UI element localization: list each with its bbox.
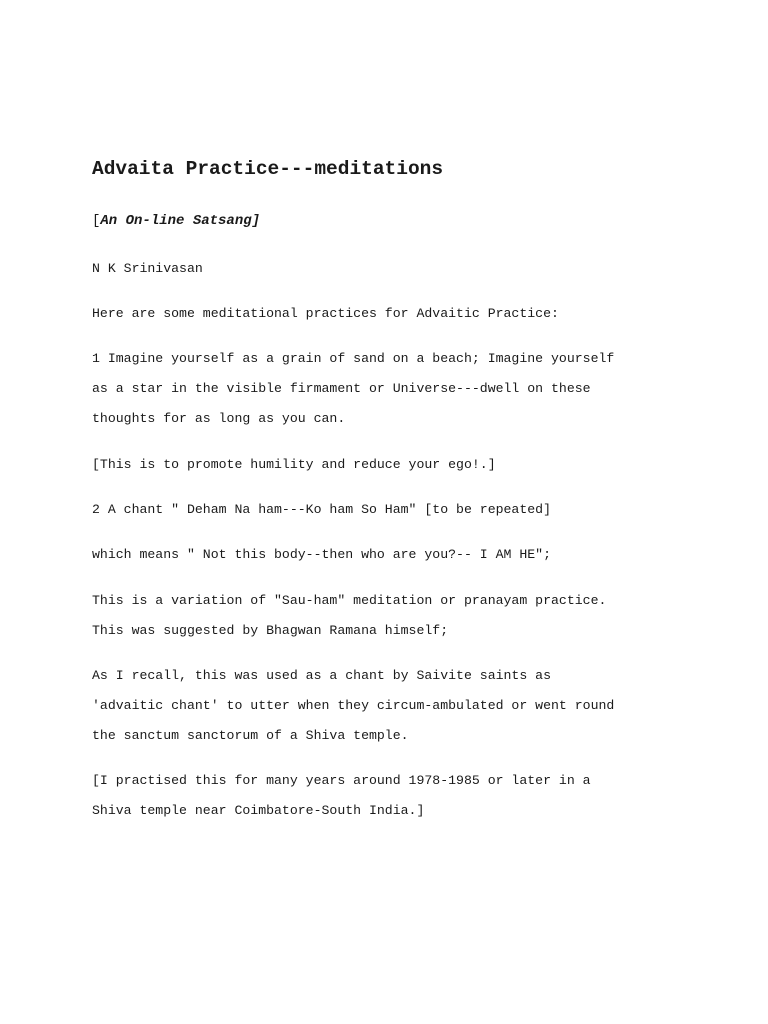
recall-paragraph (92, 661, 614, 751)
recall-line: As I recall, this was used as a chant by Saivite saints as (92, 668, 551, 683)
intro-paragraph: Here are some meditational practices for Advaitic Practice: (92, 306, 559, 321)
recall-line: 'advaitic chant' to utter when they circum-ambulated or went round (92, 698, 615, 713)
practice-note-line: [I practised this for many years around 1978-1985 or later in a (92, 773, 591, 788)
variation-line: This is a variation of "Sau-ham" meditation or pranayam practice. (92, 593, 607, 608)
item-1-line: 1 Imagine yourself as a grain of sand on a beach; Imagine yourself (92, 351, 615, 366)
item-1-line: thoughts for as long as you can. (92, 411, 346, 426)
item-1-paragraph (92, 344, 614, 434)
subtitle-text: An On-line Satsang] (100, 213, 261, 229)
practice-note-line: Shiva temple near Coimbatore-South India.] (92, 803, 425, 818)
practice-note-paragraph (92, 766, 591, 826)
variation-line: This was suggested by Bhagwan Ramana himself; (92, 623, 449, 638)
item-2-paragraph: 2 A chant " Deham Na ham---Ko ham So Ham" [to be repeated] (92, 502, 551, 517)
item-1-note: [This is to promote humility and reduce your ego!.] (92, 457, 496, 472)
author-name: N K Srinivasan (92, 261, 203, 276)
item-2-meaning: which means " Not this body--then who are you?-- I AM HE"; (92, 547, 551, 562)
recall-line: the sanctum sanctorum of a Shiva temple. (92, 728, 409, 743)
item-1-line: as a star in the visible firmament or Universe---dwell on these (92, 381, 591, 396)
subtitle-bracket: [ (92, 213, 101, 229)
page-title: Advaita Practice---meditations (92, 158, 444, 180)
subtitle (92, 210, 260, 232)
variation-paragraph (92, 586, 606, 646)
